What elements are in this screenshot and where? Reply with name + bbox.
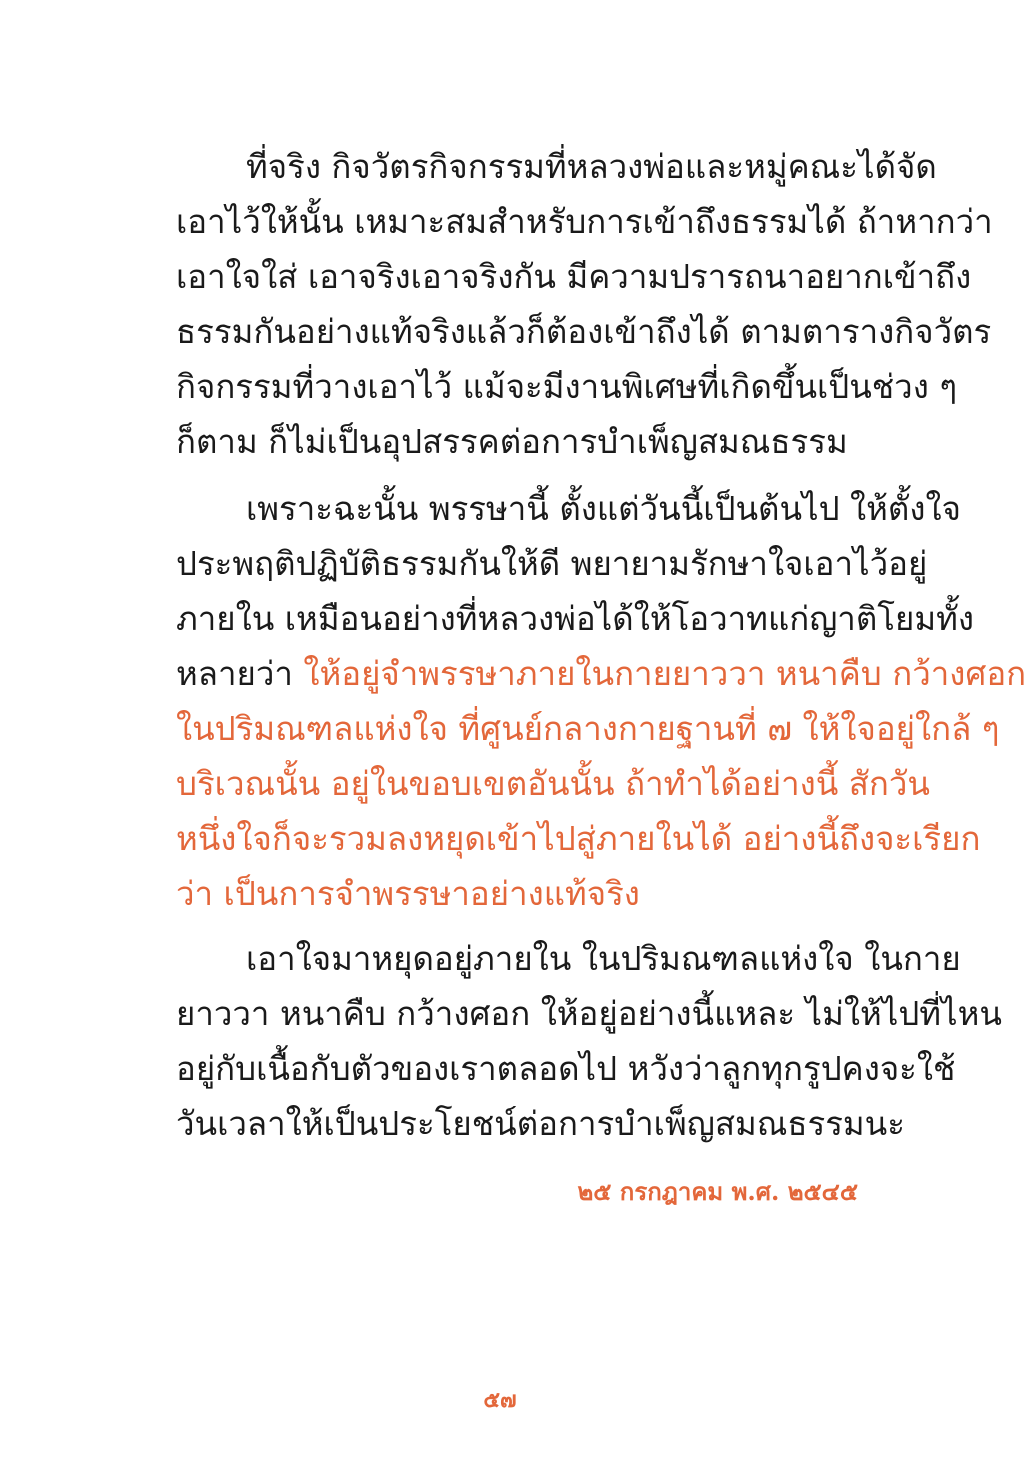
highlighted-line: หนึ่งใจก็จะรวมลงหยุดเข้าไปสู่ภายในได้ อย่างนี้ถึงจะเรียก bbox=[176, 819, 981, 858]
paragraph-line-mixed bbox=[176, 645, 1026, 703]
paragraph-line: ยาววา หนาคืบ กว้างศอก ให้อยู่อย่างนี้แหละ ไม่ให้ไปที่ไหน bbox=[176, 994, 1002, 1033]
plain-text: หลายว่า bbox=[176, 654, 304, 693]
highlighted-line: ว่า เป็นการจำพรรษาอย่างแท้จริง bbox=[176, 874, 640, 913]
paragraph-line: กิจกรรมที่วางเอาไว้ แม้จะมีงานพิเศษที่เกิดขึ้นเป็นช่วง ๆ bbox=[176, 367, 958, 406]
paragraph-line: ก็ตาม ก็ไม่เป็นอุปสรรคต่อการบำเพ็ญสมณธรรม bbox=[176, 422, 848, 461]
paragraph-line: ภายใน เหมือนอย่างที่หลวงพ่อได้ให้โอวาทแก่ญาติโยมทั้ง bbox=[176, 599, 974, 638]
date-line: ๒๕ กรกฎาคม พ.ศ. ๒๕๔๕ bbox=[577, 1177, 858, 1206]
paragraph-line: เอาไว้ให้นั้น เหมาะสมสำหรับการเข้าถึงธรรมได้ ถ้าหากว่า bbox=[176, 202, 993, 241]
highlighted-line: บริเวณนั้น อยู่ในขอบเขตอันนั้น ถ้าทำได้อย่างนี้ สักวัน bbox=[176, 764, 930, 803]
highlighted-line: ในปริมณฑลแห่งใจ ที่ศูนย์กลางกายฐานที่ ๗ ให้ใจอยู่ใกล้ ๆ bbox=[176, 709, 1000, 748]
paragraph-line: ประพฤติปฏิบัติธรรมกันให้ดี พยายามรักษาใจเอาไว้อยู่ bbox=[176, 544, 928, 583]
paragraph-line: เอาใจใส่ เอาจริงเอาจริงกัน มีความปรารถนาอยากเข้าถึง bbox=[176, 257, 972, 296]
paragraph-line: วันเวลาให้เป็นประโยชน์ต่อการบำเพ็ญสมณธรรมนะ bbox=[176, 1104, 905, 1143]
paragraph-line: เอาใจมาหยุดอยู่ภายใน ในปริมณฑลแห่งใจ ในกาย bbox=[246, 939, 961, 978]
paragraph-line: เพราะฉะนั้น พรรษานี้ ตั้งแต่วันนี้เป็นต้นไป ให้ตั้งใจ bbox=[246, 489, 961, 528]
page-number: ๕๗ bbox=[483, 1387, 517, 1413]
paragraph-line: ธรรมกันอย่างแท้จริงแล้วก็ต้องเข้าถึงได้ ตามตารางกิจวัตร bbox=[176, 312, 992, 351]
highlighted-text: ให้อยู่จำพรรษาภายในกายยาววา หนาคืบ กว้างศอก bbox=[303, 654, 1026, 693]
paragraph-line: ที่จริง กิจวัตรกิจกรรมที่หลวงพ่อและหมู่คณะได้จัด bbox=[246, 147, 937, 186]
paragraph-line: อยู่กับเนื้อกับตัวของเราตลอดไป หวังว่าลูกทุกรูปคงจะใช้ bbox=[176, 1049, 956, 1088]
